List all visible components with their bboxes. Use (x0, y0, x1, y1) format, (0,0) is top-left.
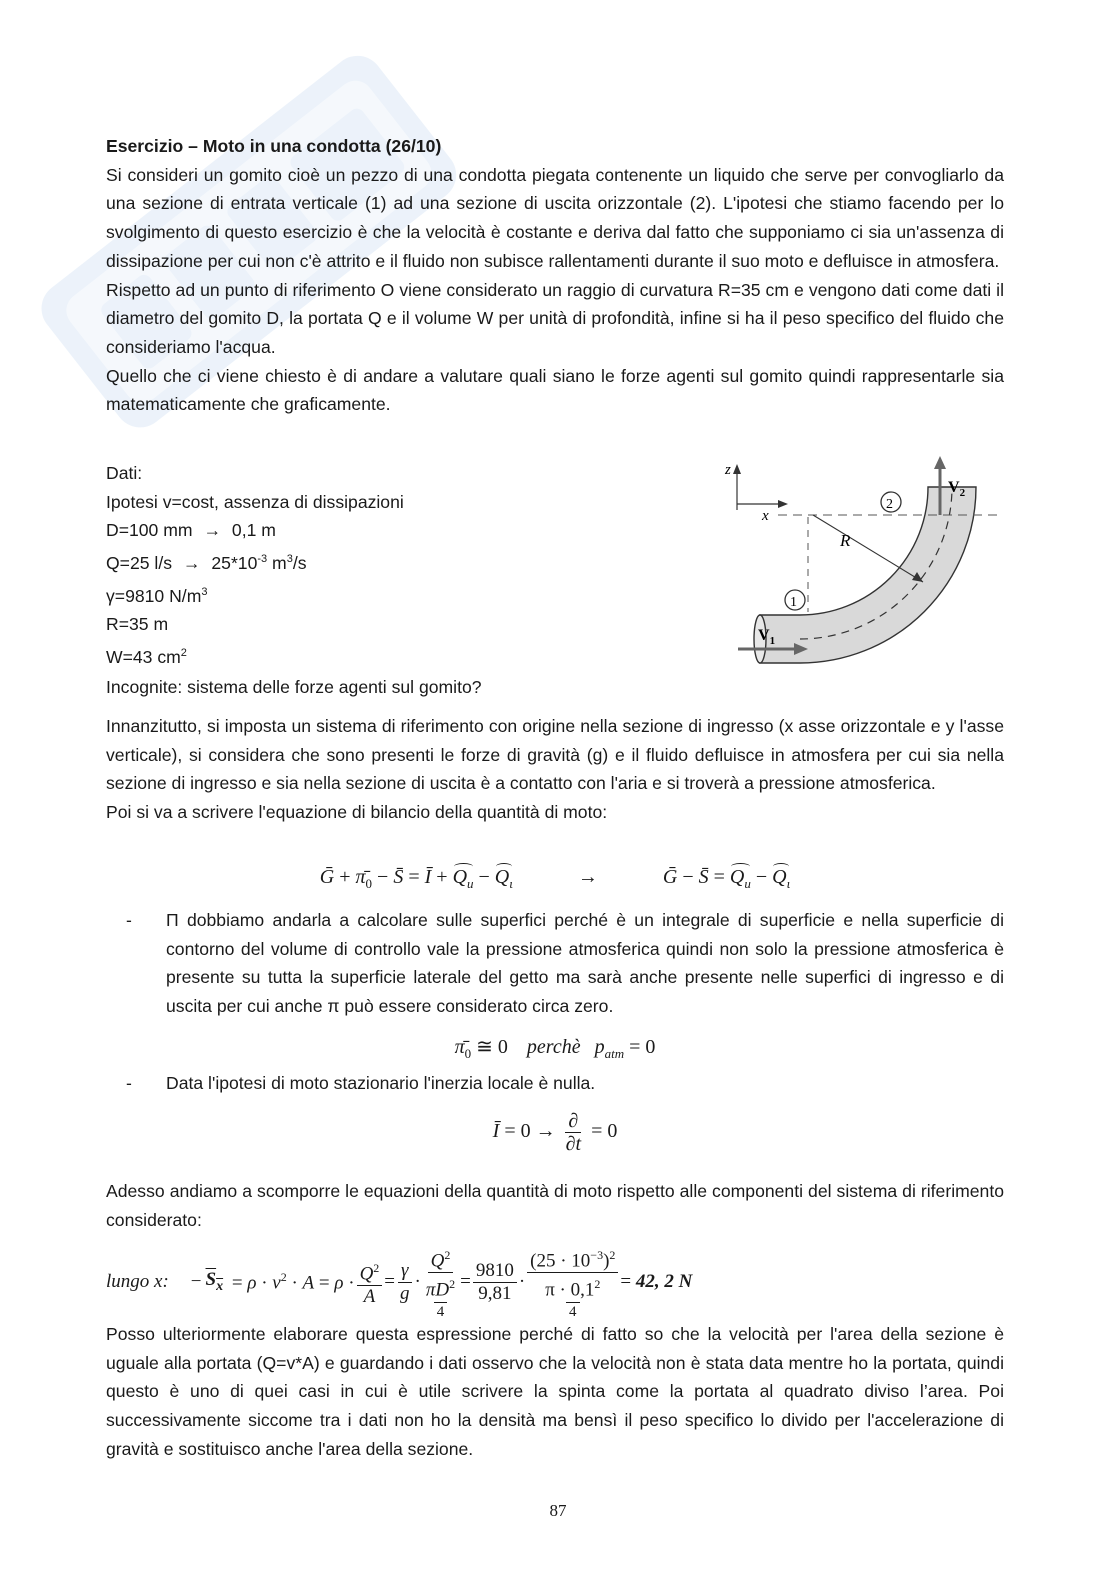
dati-q-right-c: /s (292, 552, 307, 573)
arrow-icon: → (182, 552, 201, 573)
pi-zero-equation: $\pī_0$ ≅ 0 perchè $p_{atm} = 0$ (454, 1036, 656, 1061)
dati-gamma-text: γ=9810 N/m (106, 585, 202, 606)
dati-q-left: Q=25 l/s (106, 552, 173, 573)
dati-w-exp: 2 (180, 646, 187, 659)
dati-d-right: 0,1 m (231, 520, 276, 541)
dati-gamma-exp: 3 (201, 585, 208, 598)
dati-d-left: D=100 mm (106, 520, 193, 541)
lungo-x-label: lungo x: (106, 1271, 169, 1293)
final-paragraph: Posso ulteriormente elaborare questa espressione perché di fatto so che la velocità per l'area della sezione è uguale alla portata (Q=v*A) e guardando i dati osservo che la velocità non è stata data mentre ho la portata, quindi questo è uno di quei casi in cui è utile scrivere la spinta come la portata al quadrato diviso l’area. Poi successivamente siccome tra i dati non ho la densità ma bensì il peso specifico lo divido per l'accelerazione di gravità e sostituisco anche l'area della sezione. (106, 1324, 1004, 1459)
radius-label: R (840, 531, 851, 550)
dati-q-exp: -3 (257, 553, 268, 566)
momentum-balance-equation: Ḡ + $\pī_0$ − S̄ = Ī + $Q_u - Q_\iota$ → Ḡ − S̄ = $Q_u - Q_\iota$ (319, 866, 791, 891)
axis-z-label: z (725, 462, 731, 478)
axis-z-arrowhead (733, 464, 741, 474)
bullet-text-1: Π dobbiamo andarla a calcolare sulle superfici perché è un integrale di superficie e nella superficie di contorno del volume di controllo vale la pressione atmosferica quindi non solo la pressione atmosferica è presente su tutta la superficie laterale del getto ma sarà anche presente nelle superfici di ingresso e di uscita per cui anche π può essere considerato circa zero. (166, 910, 1004, 1017)
intro-paragraph-3: Quello che ci viene chiesto è di andare a valutare quali siano le forze agenti sul gomito quindi rappresentarle sia matematicamente che graficamente. (106, 365, 1004, 415)
dati-raggio: R=35 m (106, 614, 169, 635)
exercise-title: Esercizio – Moto in una condotta (26/10) (106, 136, 442, 156)
bilancio-paragraph: Poi si va a scrivere l'equazione di bilancio della quantità di moto: (106, 802, 608, 823)
axis-x-label: x (762, 508, 769, 524)
setup-paragraph: Innanzitutto, si imposta un sistema di riferimento con origine nella sezione di ingresso (x asse orizzontale e y l'asse verticale), si considera che sono presenti le forze di gravità (g) e il fluido defluisce in atmosfera per cui sia nella sezione di ingresso e sia nella sezione di uscita è a contatto con l'aria e si troverà a pressione atmosferica. (106, 716, 1004, 794)
eq-num-right: (25 · 10 (530, 1250, 591, 1272)
dati-volume (106, 639, 526, 672)
inertia-equation: Ī = 0 → $\frac{\partial}{\partial t}$ = 0 (492, 1110, 618, 1155)
dati-w-text: W=43 cm (106, 646, 181, 667)
lungo-x-equation: lungo x: − $S_x$ = $\rho \cdot v^2 \cdot A = \rho$ · $\frac{Q^2}{A}$ = $\frac{\gamma}{g}$ · $Q^2$ $\pi D^2$ 4 = $\frac{9810}{9,81}$ · $(25 \cdot 10^{-3})^2$ $\pi \cdot 0,1^2$ 4 = 42, 2 N (106, 1244, 1004, 1321)
eq-four: 4 (566, 1302, 580, 1321)
section-2-label: 2 (886, 497, 893, 512)
dati-block (106, 459, 526, 672)
dati-ipotesi: Ipotesi v=cost, assenza di dissipazioni (106, 491, 404, 512)
v2-label: $V_2$ (948, 479, 966, 499)
radius-line (813, 515, 923, 582)
perche-word: perchè (526, 1036, 581, 1058)
bullet-dash-2: - (126, 1073, 132, 1093)
page-number: 87 (549, 1501, 567, 1520)
arrow-icon: → (203, 520, 222, 541)
elbow-figure (718, 452, 1018, 697)
bullet-text-2: Data l'ipotesi di moto stazionario l'inerzia locale è nulla. (166, 1073, 596, 1093)
intro-paragraph-1: Si consideri un gomito cioè un pezzo di una condotta piegata contenente un liquido che serve per convogliarlo da una sezione di entrata verticale (1) ad una sezione di uscita orizzontale (2). L'ipotesi che stiamo facendo per lo svolgimento di questo esercizio è che la velocità è costante e deriva dal fatto che supponiamo ci sia un'assenza di dissipazione per cui non c'è attrito e il fluido non subisce rallentamenti durante il suo moto e defluisce in atmosfera. (106, 164, 1004, 271)
v1-label: $V_1$ (758, 627, 776, 647)
dati-diametro (106, 516, 526, 545)
eq-981: 9,81 (478, 1282, 512, 1304)
intro-section (106, 132, 1004, 419)
incognite-text: Incognite: sistema delle forze agenti sul gomito? (106, 677, 482, 697)
v2-arrowhead (934, 456, 946, 469)
dati-heading: Dati: (106, 463, 143, 483)
eq-result: 42, 2 N (635, 1271, 693, 1293)
setup-section (106, 712, 1004, 827)
eq-den-right: π · 0,1 (545, 1279, 595, 1301)
dati-gamma (106, 578, 526, 611)
bullet-dash-1: - (126, 910, 132, 930)
dati-q-right-a: 25*10 (211, 552, 258, 573)
eq-num-exp: −3 (590, 1248, 604, 1262)
dati-q-right-b: m (267, 552, 287, 573)
dati-q-exp2: 3 (286, 553, 293, 566)
section-1-label: 1 (790, 595, 797, 610)
dati-portata (106, 545, 526, 578)
pipe-elbow (760, 487, 976, 663)
intro-paragraph-2: Rispetto ad un punto di riferimento O viene considerato un raggio di curvatura R=35 cm e vengono dati come dati il diametro del gomito D, la portata Q e il volume W per unità di profondità, infine si ha il peso specifico del fluido che consideriamo l'acqua. (106, 279, 1004, 357)
scomporre-paragraph: Adesso andiamo a scomporre le equazioni della quantità di moto rispetto alle componenti del sistema di riferimento considerato: (106, 1181, 1004, 1230)
eq-9810: 9810 (473, 1260, 517, 1283)
axis-x-arrowhead (778, 500, 788, 508)
